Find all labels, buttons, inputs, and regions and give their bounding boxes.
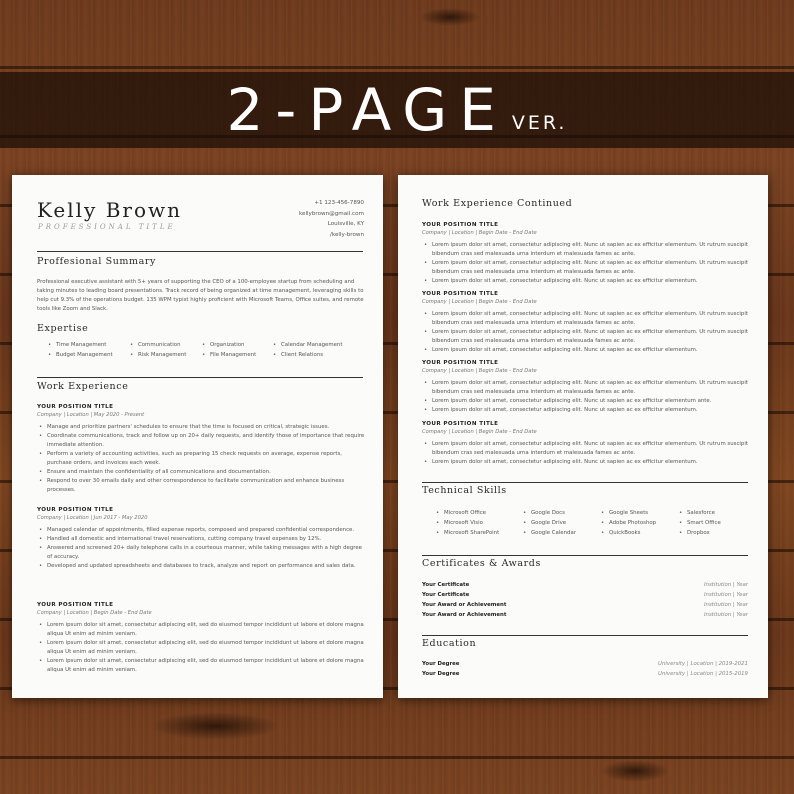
bullet: • Answered and screened 20+ daily telephone calls in a courteous manner, while taking messages with a high degree of accuracy.	[37, 544, 365, 562]
work-continued-heading: Work Experience Continued	[422, 198, 573, 209]
bullet: • Lorem ipsum dolor sit amet, consectetur adipiscing elit. Nunc ut sapien ac ex efficitur elementum.	[422, 458, 752, 467]
job-bullets	[422, 310, 752, 355]
job-meta: Company | Location | Jun 2017 - May 2020	[37, 515, 148, 521]
certificate-name: Your Certificate	[422, 582, 470, 588]
bullet: • Lorem ipsum dolor sit amet, consectetur adipiscing elit. Nunc ut sapien ac ex efficitur elementum ante.	[422, 397, 752, 406]
email: kellybrown@gmail.com	[298, 210, 364, 217]
job-entry	[422, 421, 752, 467]
expertise-item: • Risk Management	[130, 352, 202, 358]
job-bullets	[422, 379, 752, 415]
expertise-item: • Client Relations	[273, 352, 363, 358]
certificate-detail: Institution | Year	[703, 582, 748, 588]
candidate-name: Kelly Brown	[37, 198, 182, 222]
certificate-name: Your Award or Achievement	[422, 602, 507, 608]
certificate-detail: Institution | Year	[703, 612, 748, 618]
work-heading: Work Experience	[37, 381, 129, 392]
job-title: YOUR POSITION TITLE	[37, 507, 114, 513]
certificate-row	[422, 580, 748, 590]
tech-skill-item: • Dropbox	[679, 530, 749, 536]
degree-detail: University | Location | 2019-2021	[658, 661, 748, 667]
job-bullets	[37, 621, 365, 675]
bullet: • Manage and prioritize partners' schedules to ensure that the time is focused on critical, strategic issues.	[37, 423, 365, 432]
expertise-item: • File Management	[202, 352, 273, 358]
bullet: • Lorem ipsum dolor sit amet, consectetur adipiscing elit. Nunc ut sapien ac ex efficitur elementum.	[422, 406, 752, 415]
expertise-item: • Organization	[202, 342, 273, 348]
tech-skill-item: • Google Docs	[523, 510, 601, 516]
job-bullets	[422, 241, 752, 286]
job-entry	[37, 404, 365, 495]
summary-text: Professional executive assistant with 5+ years of supporting the CEO of a 100-employee startup from scheduling and taking minutes to leading board presentations. Track record of being organized at time management, leveraging skills to help cut 9.3% of the operations budget. 135 WPM typist highly proficient with Microsoft Teams, Office suites, and remote tools like Zoom and Slack.	[37, 279, 364, 312]
tech-skill-item: • Adobe Photoshop	[601, 520, 679, 526]
degree-name: Your Degree	[422, 671, 460, 677]
tech-skill-item: • Microsoft SharePoint	[436, 530, 523, 536]
bullet: • Respond to over 30 emails daily and other correspondence to facilitate communication and enhance business processes.	[37, 477, 365, 495]
job-meta: Company | Location | Begin Date - End Date	[422, 429, 537, 435]
job-title: YOUR POSITION TITLE	[422, 421, 499, 427]
education-list	[422, 659, 748, 679]
bullet: • Coordinate communications, track and follow up on 20+ daily requests, and identify those of importance that require immediate attention.	[37, 432, 365, 450]
education-heading: Education	[422, 638, 477, 649]
job-entry	[422, 222, 752, 286]
job-title: YOUR POSITION TITLE	[37, 404, 114, 410]
degree-name: Your Degree	[422, 661, 460, 667]
bullet: • Perform a variety of accounting activities, such as preparing 15 check requests on average, expense reports, purchase orders, and invoices each week.	[37, 450, 365, 468]
education-row	[422, 659, 748, 669]
bullet: • Lorem ipsum dolor sit amet, consectetur adipiscing elit, sed do eiusmod tempor incididunt ut labore et dolore magna aliqua Ut enim ad minim veniam.	[37, 639, 365, 657]
certificate-row	[422, 590, 748, 600]
certificate-row	[422, 600, 748, 610]
resume-page-2	[398, 175, 768, 698]
job-entry	[422, 360, 752, 415]
divider	[422, 635, 748, 636]
job-title: YOUR POSITION TITLE	[37, 602, 114, 608]
bullet: • Lorem ipsum dolor sit amet, consectetur adipiscing elit. Nunc ut sapien ac ex efficitur elementum. Ut rutrum suscipit bibendum cras sed malesuada urna interdum et malesuada fames ac ante.	[422, 310, 752, 328]
tech-skill-item: • Salesforce	[679, 510, 749, 516]
expertise-item: • Budget Management	[48, 352, 130, 358]
expertise-heading: Expertise	[37, 323, 89, 334]
bullet: • Lorem ipsum dolor sit amet, consectetur adipiscing elit. Nunc ut sapien ac ex efficitur elementum. Ut rutrum suscipit bibendum cras sed malesuada urna interdum et malesuada fames ac ante.	[422, 241, 752, 259]
tech-skill-item: • QuickBooks	[601, 530, 679, 536]
job-entry	[37, 602, 365, 675]
tech-skill-item: • Microsoft Office	[436, 510, 523, 516]
job-bullets	[422, 440, 752, 467]
expertise-item: • Calendar Management	[273, 342, 363, 348]
expertise-item: • Time Management	[48, 342, 130, 348]
tech-skills-list	[436, 510, 749, 536]
job-title: YOUR POSITION TITLE	[422, 360, 499, 366]
job-entry	[422, 291, 752, 355]
bullet: • Developed and updated spreadsheets and databases to track, analyze and report on performance and sales data.	[37, 562, 365, 571]
job-meta: Company | Location | Begin Date - End Date	[422, 299, 537, 305]
bullet: • Lorem ipsum dolor sit amet, consectetur adipiscing elit. Nunc ut sapien ac ex efficitur elementum. Ut rutrum suscipit bibendum cras sed malesuada urna interdum et malesuada fames ac ante.	[422, 328, 752, 346]
job-meta: Company | Location | Begin Date - End Date	[37, 610, 152, 616]
tech-skill-item: • Smart Office	[679, 520, 749, 526]
summary-heading: Proffesional Summary	[37, 256, 156, 267]
bullet: • Managed calendar of appointments, filled expense reports, composed and prepared confidential correspondence.	[37, 526, 365, 535]
bullet: • Lorem ipsum dolor sit amet, consectetur adipiscing elit. Nunc ut sapien ac ex efficitur elementum. Ut rutrum suscipit bibendum cras sed malesuada urna interdum et malesuada fames ac ante.	[422, 440, 752, 458]
tech-skills-heading: Technical Skills	[422, 485, 507, 496]
profile-link: /kelly-brown	[330, 231, 364, 238]
bullet: • Lorem ipsum dolor sit amet, consectetur adipiscing elit, sed do eiusmod tempor incididunt ut labore et dolore magna aliqua Ut enim ad minim veniam.	[37, 621, 365, 639]
job-meta: Company | Location | Begin Date - End Date	[422, 230, 537, 236]
certificate-name: Your Certificate	[422, 592, 470, 598]
wood-knot	[420, 8, 480, 26]
wood-knot	[600, 760, 670, 782]
bullet: • Lorem ipsum dolor sit amet, consectetur adipiscing elit. Nunc ut sapien ac ex efficitur elementum.	[422, 346, 752, 355]
job-title: YOUR POSITION TITLE	[422, 291, 499, 297]
bullet: • Lorem ipsum dolor sit amet, consectetur adipiscing elit. Nunc ut sapien ac ex efficitur elementum. Ut rutrum suscipit bibendum cras sed malesuada urna interdum et malesuada fames ac ante.	[422, 379, 752, 397]
degree-detail: University | Location | 2015-2019	[658, 671, 748, 677]
job-title: YOUR POSITION TITLE	[422, 222, 499, 228]
bullet: • Lorem ipsum dolor sit amet, consectetur adipiscing elit, sed do eiusmod tempor incididunt ut labore et dolore magna aliqua Ut enim ad minim veniam.	[37, 657, 365, 675]
bullet: • Handled all domestic and international travel reservations, cutting company travel expenses by 12%.	[37, 535, 365, 544]
certificate-detail: Institution | Year	[703, 602, 748, 608]
job-meta: Company | Location | Begin Date - End Date	[422, 368, 537, 374]
tech-skill-item: • Google Sheets	[601, 510, 679, 516]
certificate-row	[422, 610, 748, 620]
contact-block	[299, 198, 364, 240]
location: Louisville, KY	[327, 221, 364, 227]
divider	[37, 251, 363, 252]
title-banner	[0, 72, 794, 148]
certificates-heading: Certificates & Awards	[422, 558, 541, 569]
certificate-name: Your Award or Achievement	[422, 612, 507, 618]
candidate-title: PROFESSIONAL TITLE	[38, 223, 176, 231]
divider	[37, 377, 363, 378]
tech-skill-item: • Google Drive	[523, 520, 601, 526]
certificates-list	[422, 580, 748, 620]
job-bullets	[37, 526, 365, 571]
certificate-detail: Institution | Year	[703, 592, 748, 598]
job-meta: Company | Location | May 2020 - Present	[37, 412, 145, 418]
phone: +1 123-456-7890	[314, 200, 364, 206]
job-bullets	[37, 423, 365, 495]
tech-skill-item: • Google Calendar	[523, 530, 601, 536]
bullet: • Ensure and maintain the confidentiality of all communications and documentation.	[37, 468, 365, 477]
banner-subtitle: VER.	[511, 112, 568, 134]
expertise-list	[48, 342, 363, 358]
expertise-item: • Communication	[130, 342, 202, 348]
divider	[422, 555, 748, 556]
tech-skill-item: • Microsoft Visio	[436, 520, 523, 526]
job-entry	[37, 507, 365, 571]
bullet: • Lorem ipsum dolor sit amet, consectetur adipiscing elit. Nunc ut sapien ac ex efficitur elementum.	[422, 277, 752, 286]
divider	[422, 482, 748, 483]
banner-title: 2-PAGE	[226, 76, 508, 144]
education-row	[422, 669, 748, 679]
wood-knot	[150, 712, 280, 740]
bullet: • Lorem ipsum dolor sit amet, consectetur adipiscing elit. Nunc ut sapien ac ex efficitur elementum. Ut rutrum suscipit bibendum cras sed malesuada urna interdum et malesuada fames ac ante.	[422, 259, 752, 277]
resume-page-1	[12, 175, 383, 698]
